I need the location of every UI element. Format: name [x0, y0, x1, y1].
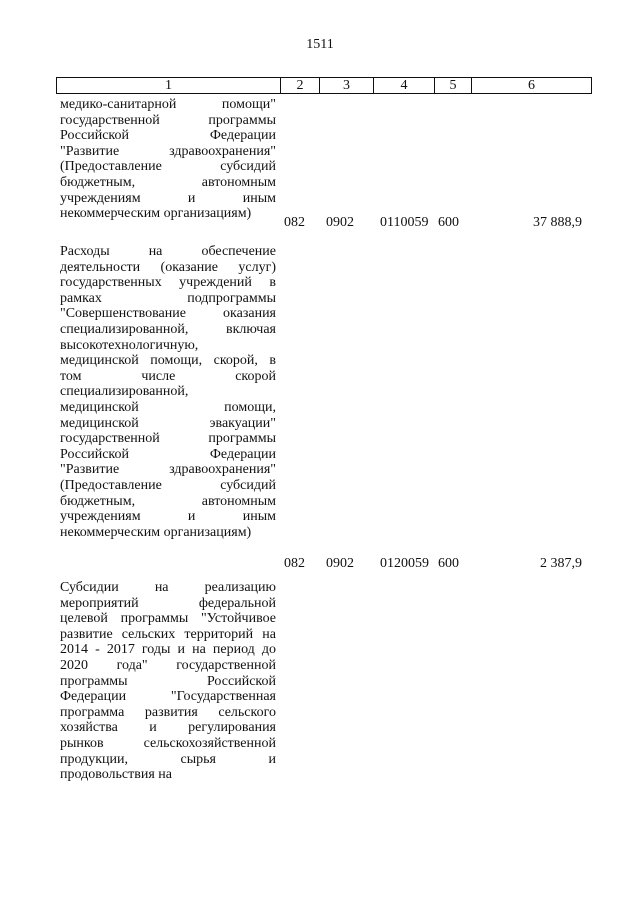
description-line: деятельности (оказание услуг) — [60, 259, 276, 275]
description-line: 2020 года" государственной — [60, 657, 276, 673]
row-code-3: 0902 — [326, 556, 354, 571]
description-line: Расходы на обеспечение — [60, 244, 276, 259]
description-line: рамках подпрограммы — [60, 290, 276, 306]
column-header-5: 5 — [435, 78, 472, 94]
description-line: хозяйства и регулирования — [60, 720, 276, 736]
description-line: государственной программы — [60, 431, 276, 447]
row-code-4: 0120059 — [380, 556, 429, 571]
description-line: государственной программы — [60, 112, 276, 128]
column-header-6: 6 — [472, 78, 592, 94]
column-header-3: 3 — [320, 78, 374, 94]
row-code-3: 0902 — [326, 215, 354, 230]
description-line: медицинской помощи, — [60, 399, 276, 415]
description-line: бюджетным, автономным — [60, 493, 276, 509]
description-line: бюджетным, автономным — [60, 174, 276, 190]
description-line: программы Российской — [60, 673, 276, 689]
row-code-5: 600 — [438, 215, 459, 230]
description-line: 2014 - 2017 годы и на период до — [60, 642, 276, 658]
row-amount: 37 888,9 — [533, 215, 582, 230]
row-description — [60, 580, 276, 783]
table-row — [60, 580, 590, 790]
description-line: продовольствия на — [60, 767, 172, 783]
row-code-4: 0110059 — [380, 215, 429, 230]
description-line: развитие сельских территорий на — [60, 626, 276, 642]
description-line: специализированной, включая — [60, 321, 276, 337]
description-line: (Предоставление субсидий — [60, 477, 276, 493]
row-code-2: 082 — [284, 215, 305, 230]
description-line: специализированной, — [60, 384, 189, 400]
description-line: том числе скорой — [60, 368, 276, 384]
row-amount: 2 387,9 — [540, 556, 582, 571]
description-line: медико-санитарной помощи" — [60, 97, 276, 112]
description-line: Субсидии на реализацию — [60, 580, 276, 595]
row-description — [60, 244, 276, 540]
description-line: медицинской помощи, скорой, в — [60, 353, 276, 369]
description-line: Федерации "Государственная — [60, 689, 276, 705]
description-line: (Предоставление субсидий — [60, 159, 276, 175]
description-line: продукции, сырья и — [60, 751, 276, 767]
description-line: учреждениям и иным — [60, 509, 276, 525]
row-code-5: 600 — [438, 556, 459, 571]
description-line: "Совершенствование оказания — [60, 306, 276, 322]
description-line: "Развитие здравоохранения" — [60, 462, 276, 478]
column-header-2: 2 — [281, 78, 320, 94]
description-line: Российской Федерации — [60, 446, 276, 462]
description-line: учреждениям и иным — [60, 190, 276, 206]
table-row — [60, 244, 590, 571]
description-line: целевой программы "Устойчивое — [60, 611, 276, 627]
description-line: государственных учреждений в — [60, 275, 276, 291]
row-description — [60, 97, 276, 222]
description-line: программа развития сельского — [60, 704, 276, 720]
description-line: рынков сельскохозяйственной — [60, 735, 276, 751]
description-line: мероприятий федеральной — [60, 595, 276, 611]
table-row — [60, 97, 590, 230]
row-code-2: 082 — [284, 556, 305, 571]
column-header-table — [56, 77, 592, 94]
description-line: высокотехнологичную, — [60, 337, 199, 353]
page-number: 1511 — [306, 37, 334, 52]
column-header-row — [57, 78, 592, 94]
description-line: "Развитие здравоохранения" — [60, 143, 276, 159]
description-line: некоммерческим организациям) — [60, 206, 252, 222]
description-line: Российской Федерации — [60, 128, 276, 144]
column-header-1: 1 — [57, 78, 281, 94]
column-header-4: 4 — [374, 78, 435, 94]
description-line: некоммерческим организациям) — [60, 524, 252, 540]
description-line: медицинской эвакуации" — [60, 415, 276, 431]
